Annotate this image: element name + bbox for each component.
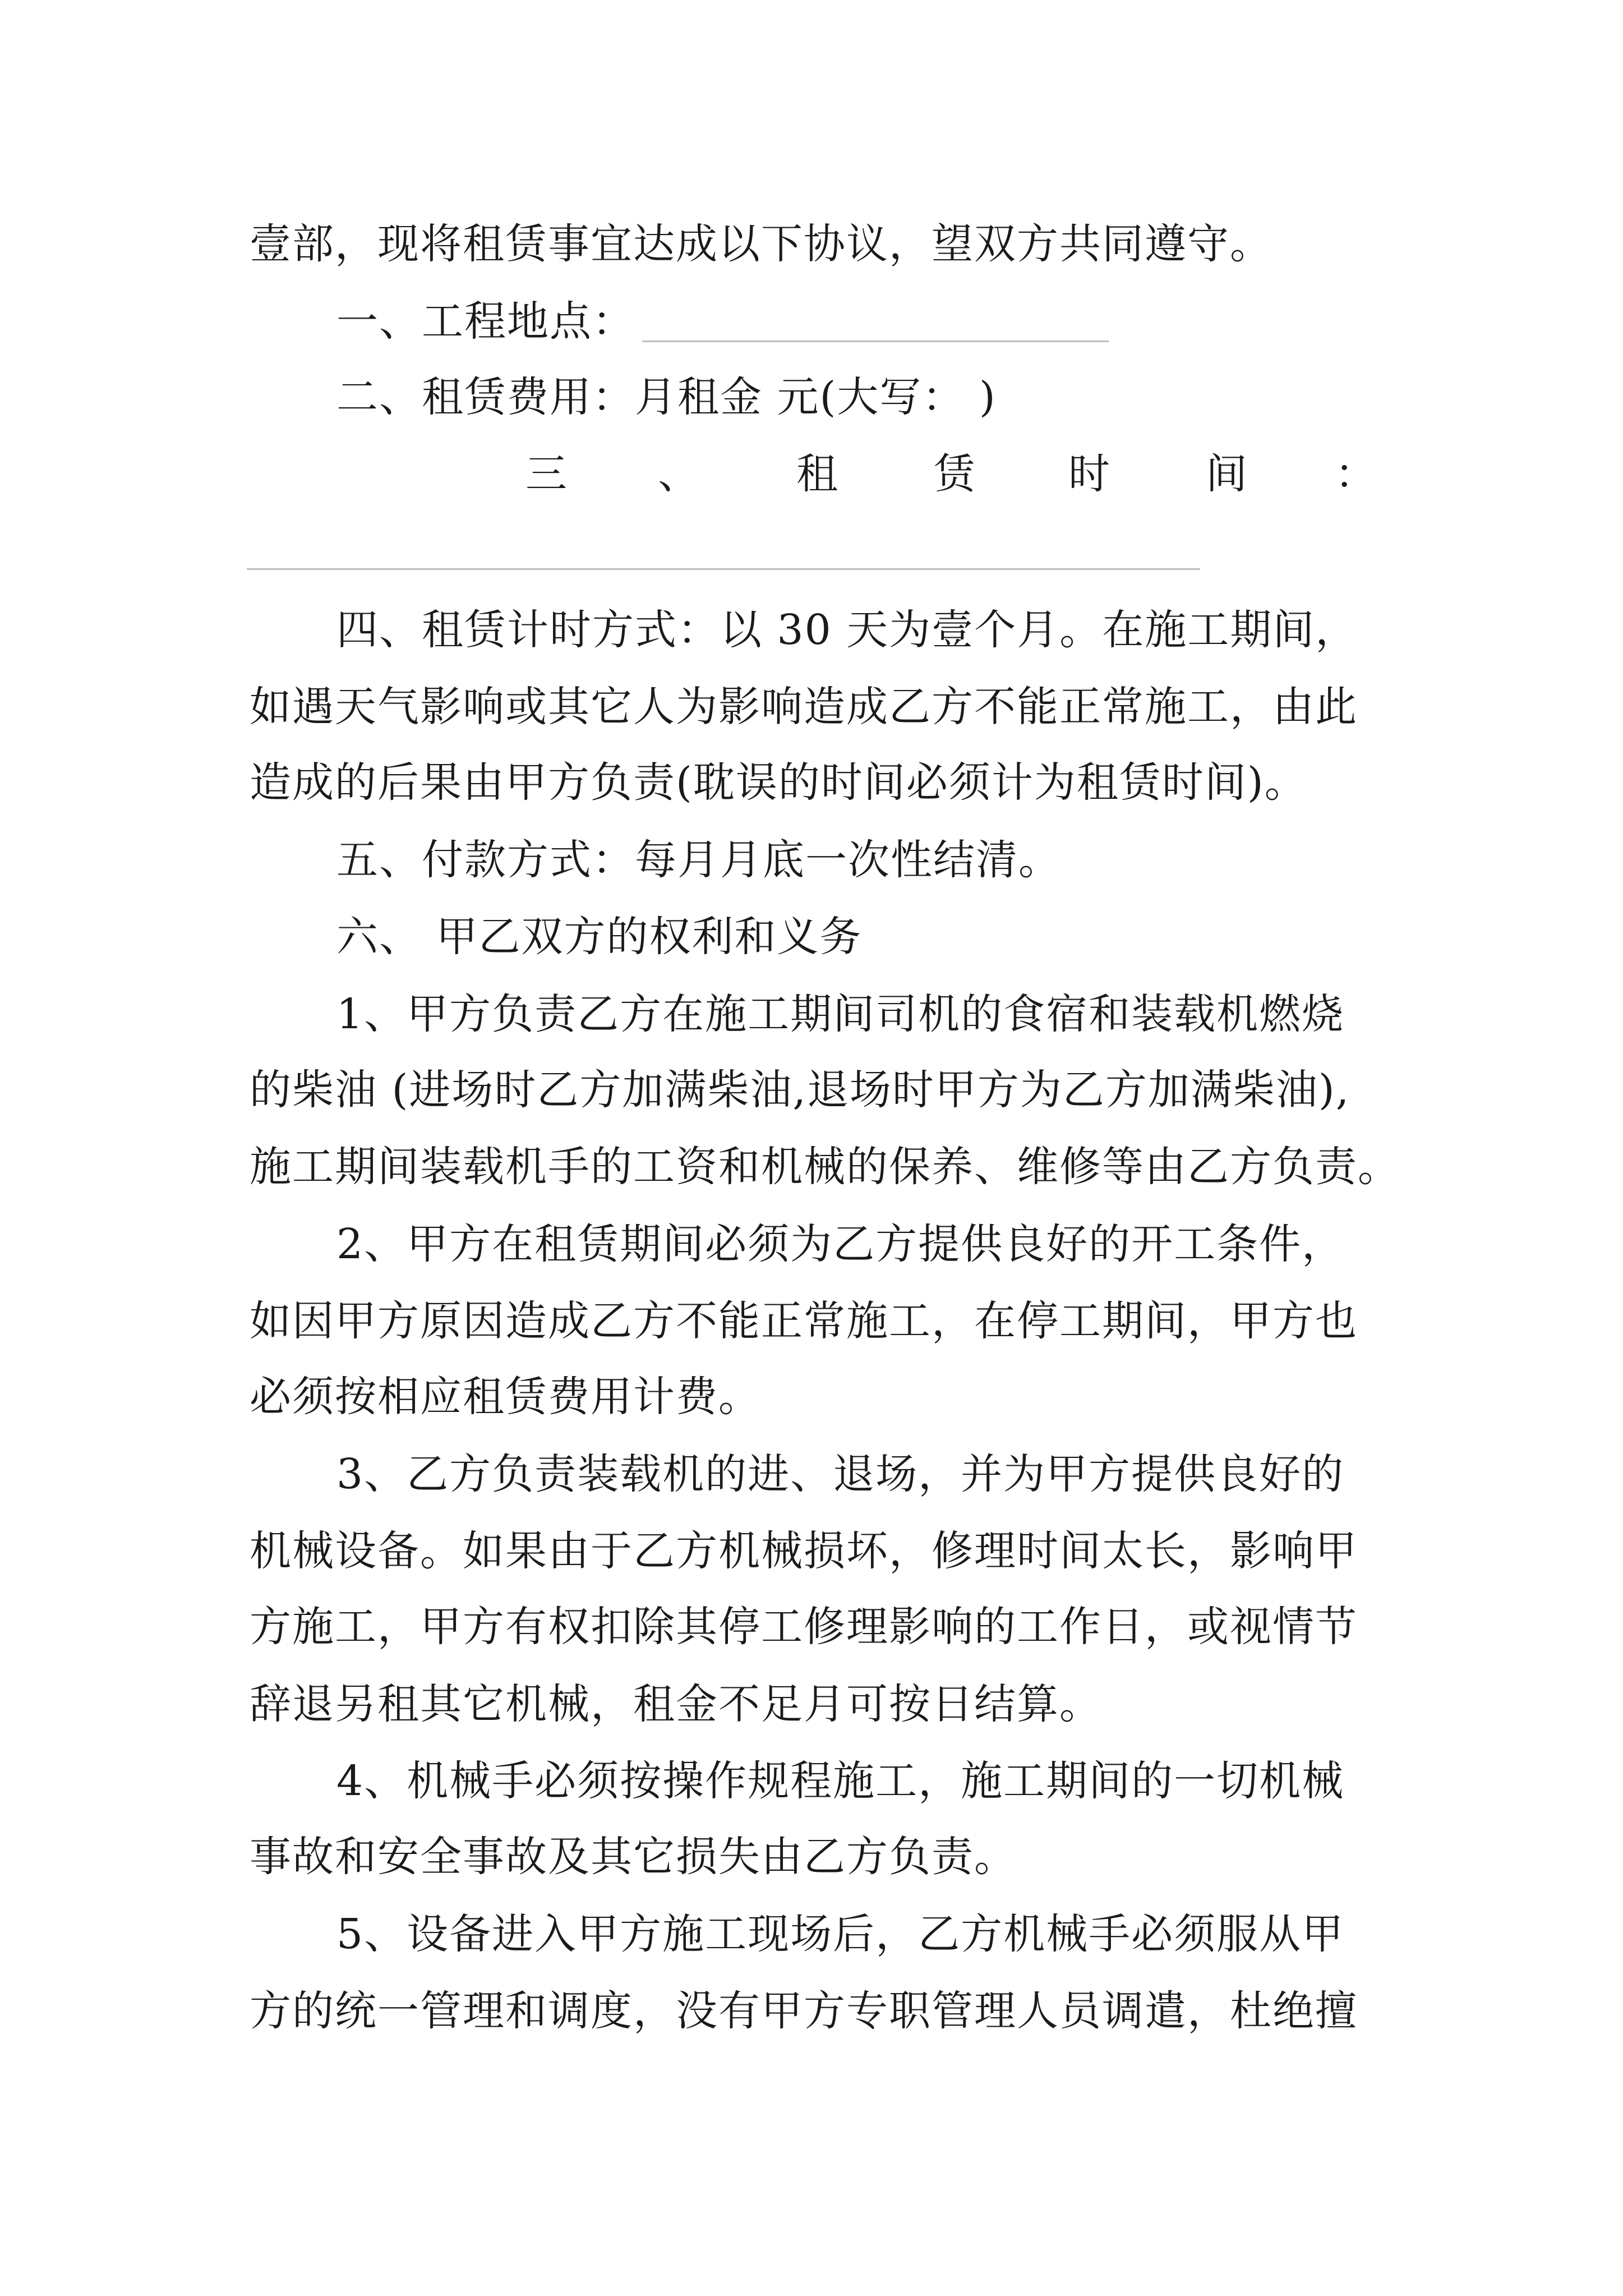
heading-char: 时 (1068, 450, 1110, 498)
clause-project-location: 一、工程地点： (336, 297, 635, 346)
paragraph-line: 辞退另租其它机械，租金不足月可按日结算。 (250, 1680, 1102, 1728)
clause-payment: 五、付款方式：每月月底一次性结清。 (336, 836, 1061, 884)
item-1: 1、甲方负责乙方在施工期间司机的食宿和装载机燃烧 (336, 990, 1345, 1038)
heading-char: ： (1335, 450, 1376, 498)
paragraph-line: 壹部，现将租赁事宜达成以下协议，望双方共同遵守。 (250, 220, 1272, 268)
paragraph-line: 的柴油 (进场时乙方加满柴油,退场时甲方为乙方加满柴油), (250, 1066, 1350, 1114)
paragraph-line: 必须按相应租赁费用计费。 (250, 1373, 761, 1421)
location-blank-line (642, 341, 1109, 342)
item-4: 4、机械手必须按操作规程施工，施工期间的一切机械 (336, 1757, 1345, 1805)
item-3: 3、乙方负责装载机的进、退场，并为甲方提供良好的 (336, 1450, 1345, 1498)
paragraph-line: 如因甲方原因造成乙方不能正常施工，在停工期间，甲方也 (250, 1297, 1358, 1345)
heading-char: 赁 (934, 450, 975, 498)
heading-char: 间 (1206, 450, 1247, 498)
paragraph-line: 事故和安全事故及其它损失由乙方负责。 (250, 1833, 1017, 1881)
clause-rights-obligations: 六、 甲乙双方的权利和义务 (336, 913, 863, 961)
paragraph-line: 机械设备。如果由于乙方机械损坏，修理时间太长，影响甲 (250, 1527, 1358, 1575)
clause-rental-fee: 二、租赁费用：月租金 元(大写： ) (336, 373, 997, 421)
paragraph-line: 方施工，甲方有权扣除其停工修理影响的工作日，或视情节 (250, 1603, 1358, 1651)
heading-char: 三 (525, 450, 567, 498)
paragraph-line: 方的统一管理和调度，没有甲方专职管理人员调遣，杜绝擅 (250, 1987, 1358, 2035)
item-2: 2、甲方在租赁期间必须为乙方提供良好的开工条件， (336, 1220, 1345, 1268)
period-blank-line (247, 568, 1200, 570)
heading-char: 、 (658, 450, 699, 498)
paragraph-line: 如遇天气影响或其它人为影响造成乙方不能正常施工，由此 (250, 683, 1358, 731)
item-5: 5、设备进入甲方施工现场后，乙方机械手必须服从甲 (336, 1910, 1345, 1958)
paragraph-line: 造成的后果由甲方负责(耽误的时间必须计为租赁时间)。 (250, 758, 1307, 807)
heading-char: 租 (796, 450, 838, 498)
paragraph-line: 施工期间装载机手的工资和机械的保养、维修等由乙方负责。 (250, 1143, 1400, 1191)
clause-billing-method: 四、租赁计时方式：以 30 天为壹个月。在施工期间， (336, 606, 1358, 654)
